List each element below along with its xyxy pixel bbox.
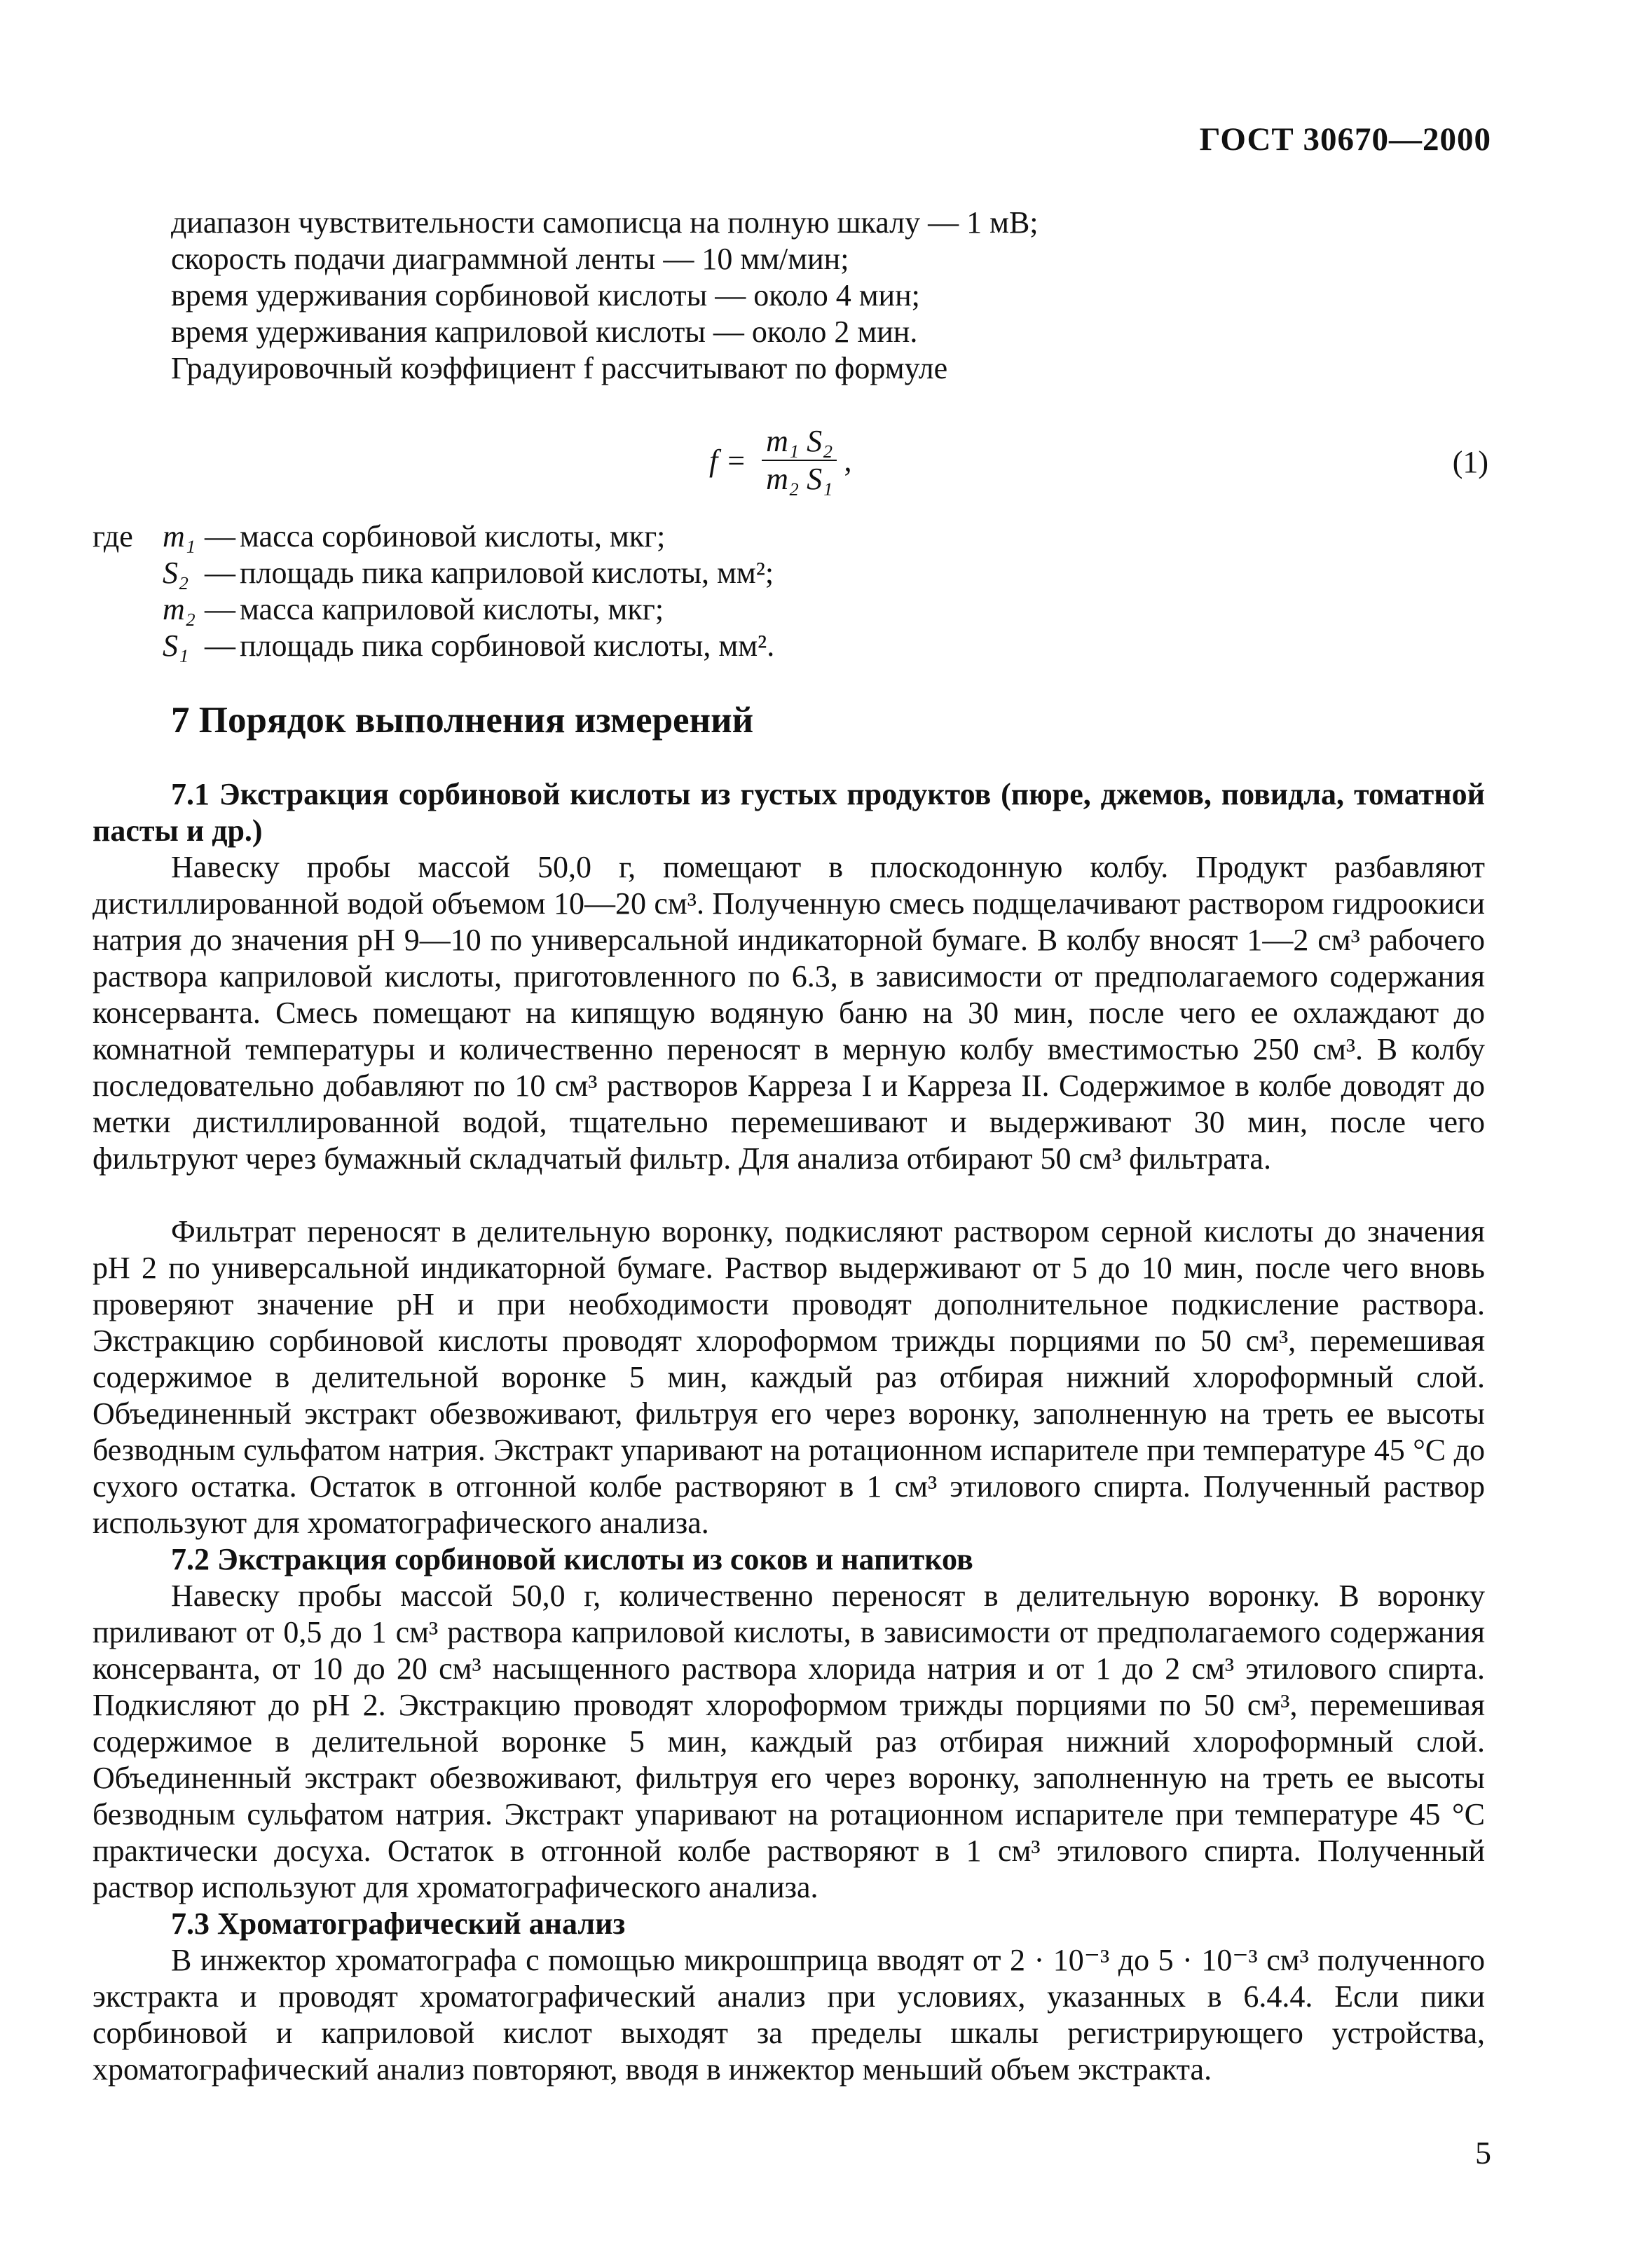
legend-label: где [93, 519, 133, 554]
legend-symbol: m₂ [163, 592, 196, 626]
formula-number: (1) [1452, 445, 1488, 479]
intro-line: скорость подачи диаграммной ленты — 10 мм/мин; [171, 242, 849, 276]
intro-line: Градуировочный коэффициент f рассчитывают по формуле [171, 351, 948, 385]
paragraph-7-1-1: Навеску пробы массой 50,0 г, помещают в плоскодонную колбу. Продукт разбавляют дистиллированной водой объемом 10—20 см³. Полученную смесь подщелачивают раствором гидроокиси натрия до значения рН 9—10 по универсальной индикаторной бумаге. В колбу вносят 1—2 см³ рабочего раствора каприловой кислоты, приготовленного по 6.3, в зависимости от предполагаемого содержания консерванта. Смесь помещают на кипящую водяную баню на 30 мин, после чего ее охлаждают до комнатной температуры и количественно переносят в мерную колбу вместимостью 250 см³. В колбу последовательно добавляют по 10 см³ растворов Карреза I и Карреза II. Содержимое в колбе доводят до метки дистиллированной водой, тщательно перемешивают и выдерживают 30 мин, после чего фильтруют через бумажный складчатый фильтр. Для анализа отбирают 50 см³ фильтрата. [93, 850, 1485, 1176]
page-number: 5 [1475, 2135, 1491, 2171]
formula-fraction [762, 426, 837, 495]
legend-symbol: S₁ [163, 628, 189, 663]
variable-legend [93, 518, 774, 664]
paragraph-7-2-1: Навеску пробы массой 50,0 г, количественно переносят в делительную воронку. В воронку приливают от 0,5 до 1 см³ раствора каприловой кислоты, в зависимости от предполагаемого содержания консерванта, от 10 до 20 см³ насыщенного раствора хлорида натрия и от 1 до 2 см³ этилового спирта. Подкисляют до рН 2. Экстракцию проводят хлороформом трижды порциями по 50 см³, перемешивая содержимое в делительной воронке 5 мин, каждый раз отбирая нижний хлороформный слой. Объединенный экстракт обезвоживают, фильтруя его через воронку, заполненную на треть ее высоты безводным сульфатом натрия. Экстракт упаривают на ротационном испарителе при температуре 45 °С практически досуха. Остаток в отгонной колбе растворяют в 1 см³ этилового спирта. Полученный раствор используют для хроматографического анализа. [93, 1579, 1485, 1904]
legend-row: S₁ — площадь пика сорбиновой кислоты, мм². [163, 628, 775, 663]
legend-text: площадь пика сорбиновой кислоты, мм². [240, 628, 775, 663]
formula-comma: , [844, 443, 852, 478]
paragraph-7-3-1: В инжектор хроматографа с помощью микрошприца вводят от 2 · 10⁻³ до 5 · 10⁻³ см³ полученного экстракта и проводят хроматографический анализ при условиях, указанных в 6.4.4. Если пики сорбиновой и каприловой кислот выходят за пределы шкалы регистрирующего устройства, хроматографический анализ повторяют, вводя в инжектор меньший объем экстракта. [93, 1943, 1485, 2087]
legend-row: m₂ — масса каприловой кислоты, мкг; [163, 592, 664, 626]
paragraph-7-1-2: Фильтрат переносят в делительную воронку, подкисляют раствором серной кислоты до значения рН 2 по универсальной индикаторной бумаге. Раствор выдерживают от 5 до 10 мин, после чего вновь проверяют значение рН и при необходимости проводят дополнительное подкисление раствора. Экстракцию сорбиновой кислоты проводят хлороформом трижды порциями по 50 см³, перемешивая содержимое в делительной воронке 5 мин, каждый раз отбирая нижний хлороформный слой. Объединенный экстракт обезвоживают, фильтруя его через воронку, заполненную на треть ее высоты безводным сульфатом натрия. Экстракт упаривают на ротационном испарителе при температуре 45 °С до сухого остатка. Остаток в отгонной колбе растворяют в 1 см³ этилового спирта. Полученный раствор используют для хроматографического анализа. [93, 1214, 1485, 1540]
intro-line: диапазон чувствительности самописца на полную шкалу — 1 мВ; [171, 205, 1039, 240]
legend-row: S₂ — площадь пика каприловой кислоты, мм²; [163, 556, 774, 590]
formula-numerator: m₁ S₂ [762, 426, 837, 461]
formula-equals: = [727, 443, 746, 478]
subsection-7-2-title: 7.2 Экстракция сорбиновой кислоты из соков и напитков [171, 1542, 973, 1576]
section-7-title: 7 Порядок выполнения измерений [171, 700, 754, 741]
formula-lhs: f [709, 443, 718, 478]
intro-line: время удерживания каприловой кислоты — около 2 мин. [171, 315, 918, 349]
subsection-7-3-title: 7.3 Хроматографический анализ [171, 1906, 626, 1941]
legend-symbol: m₁ [163, 519, 196, 554]
standard-header: ГОСТ 30670—2000 [1199, 121, 1491, 158]
legend-symbol: S₂ [163, 556, 189, 590]
subsection-7-1-title: 7.1 Экстракция сорбиновой кислоты из густых продуктов (пюре, джемов, повидла, томатной пасты и др.) [93, 777, 1485, 848]
legend-row: где m₁ — масса сорбиновой кислоты, мкг; [93, 519, 666, 554]
formula-denominator: m₂ S₁ [766, 462, 833, 496]
legend-text: масса сорбиновой кислоты, мкг; [240, 519, 666, 554]
legend-text: площадь пика каприловой кислоты, мм²; [240, 556, 774, 590]
intro-line: время удерживания сорбиновой кислоты — около 4 мин; [171, 278, 920, 312]
legend-text: масса каприловой кислоты, мкг; [240, 592, 664, 626]
formula [709, 426, 851, 495]
